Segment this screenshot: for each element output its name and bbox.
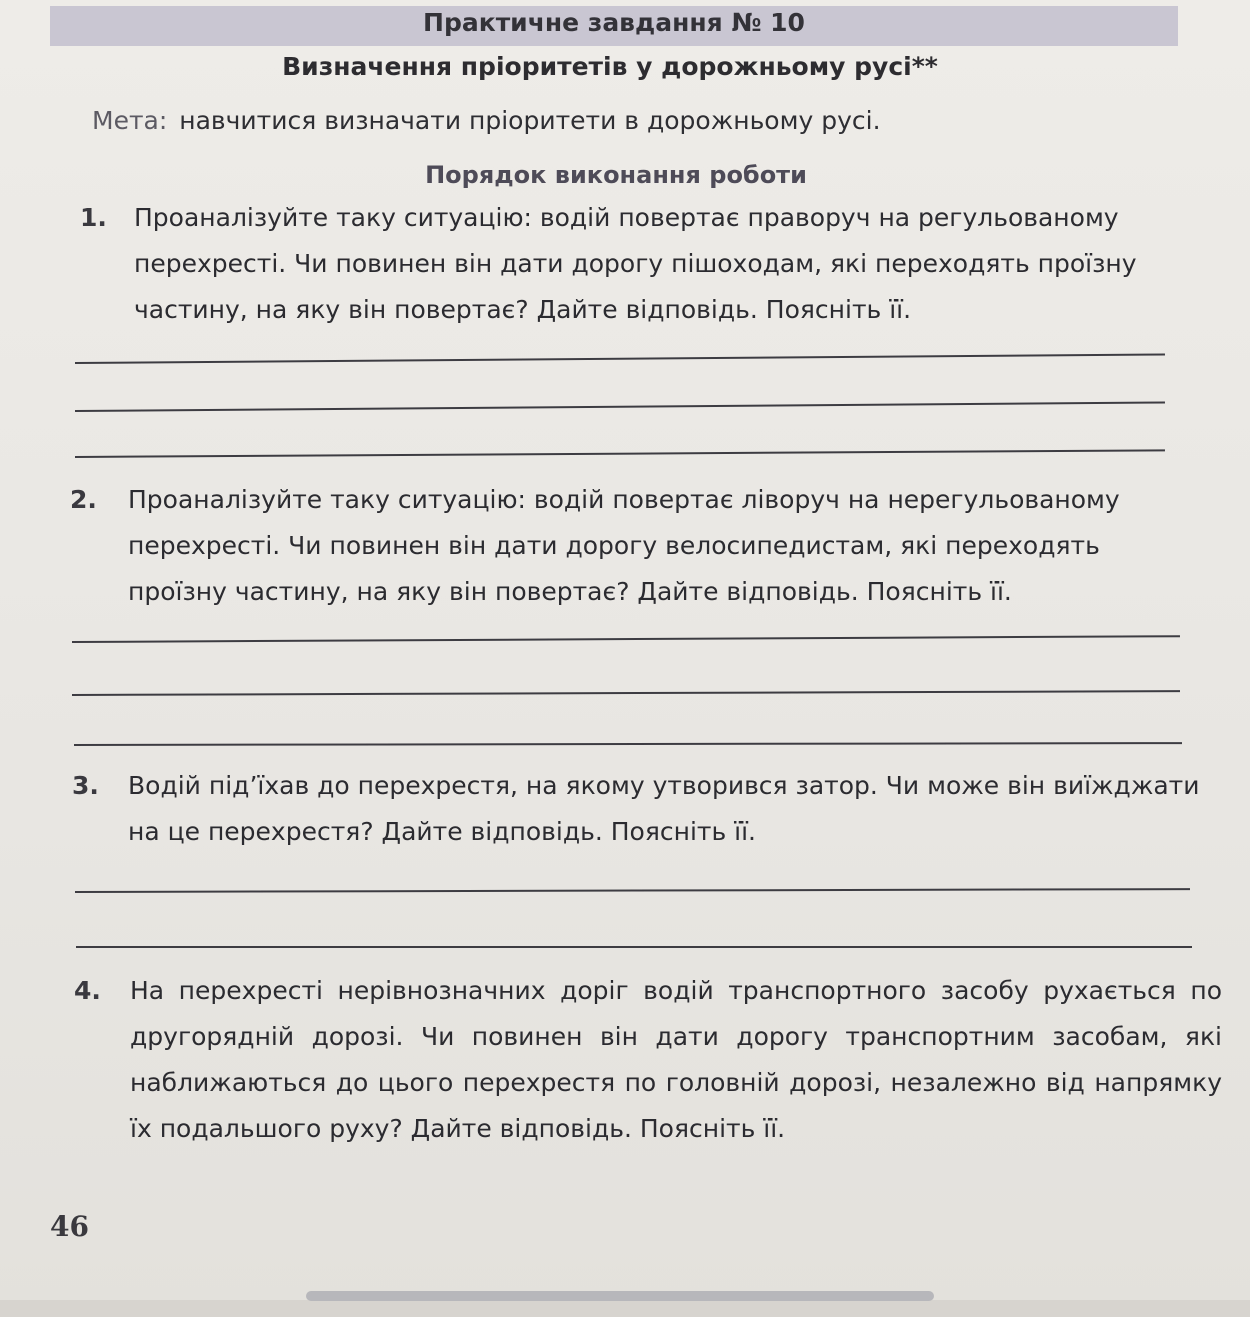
page-number: 46 (50, 1210, 89, 1243)
goal (92, 106, 881, 135)
answer-line (75, 449, 1165, 458)
answer-line (75, 888, 1190, 893)
task-text: На перехресті нерівнозначних доріг водій транспортного засобу рухається по другорядній дорозі. Чи повинен він дати дорогу транспортним засобам, які наближаються до цього перехрестя по головній дорозі, незалежно від напрямку їх подальшого руху? Дайте відповідь. Поясніть її. (130, 976, 1222, 1143)
page-title: Практичне завдання № 10 (423, 8, 805, 37)
task-3 (72, 763, 1212, 855)
task-number: 3. (72, 771, 99, 800)
task-text: Водій під’їхав до перехрестя, на якому утворився затор. Чи може він виїжджати на це перехрестя? Дайте відповідь. Поясніть її. (128, 771, 1200, 846)
page-subtitle: Визначення пріоритетів у дорожньому русі** (282, 52, 938, 81)
task-text: Проаналізуйте таку ситуацію: водій повертає ліворуч на нерегульованому перехресті. Чи повинен він дати дорогу велосипедистам, які переходять проїзну частину, на яку він повертає? Дайте відповідь. Поясніть її. (128, 485, 1120, 606)
task-number: 2. (70, 485, 97, 514)
answer-line (75, 353, 1165, 364)
task-4 (74, 968, 1224, 1152)
answer-line (72, 635, 1180, 643)
task-number: 1. (80, 203, 107, 232)
task-2 (70, 477, 1210, 615)
answer-line (75, 401, 1165, 412)
task-number: 4. (74, 976, 101, 1005)
answer-line (72, 690, 1180, 696)
task-1 (80, 195, 1190, 333)
next-page-edge (0, 1300, 1250, 1317)
task-text: Проаналізуйте таку ситуацію: водій повертає праворуч на регульованому перехресті. Чи повинен він дати дорогу пішоходам, які переходять проїзну частину, на яку він повертає? Дайте відповідь. Поясніть її. (134, 203, 1137, 324)
goal-text: навчитися визначати пріоритети в дорожньому русі. (179, 106, 881, 135)
procedure-title: Порядок виконання роботи (425, 161, 807, 189)
home-indicator[interactable] (306, 1291, 934, 1301)
goal-label: Мета: (92, 106, 168, 135)
answer-line (76, 946, 1192, 948)
answer-line (74, 742, 1182, 746)
